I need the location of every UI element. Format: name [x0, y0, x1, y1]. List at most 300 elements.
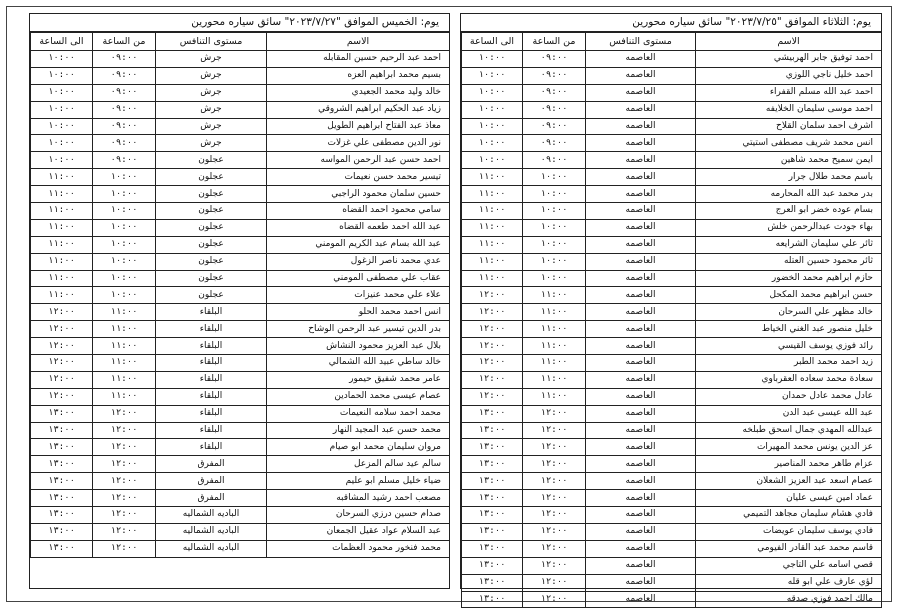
cell-level: جرش: [156, 67, 267, 84]
table-row: [462, 186, 882, 203]
table-row: [31, 507, 450, 524]
cell-from-time: ١٠:٠٠: [523, 186, 586, 203]
cell-name: عبد السلام عواد عقيل الجمعان: [267, 523, 450, 540]
table-row: [31, 219, 450, 236]
cell-to-time: ١١:٠٠: [31, 287, 93, 304]
cell-level: العاصمه: [586, 135, 696, 152]
cell-from-time: ١٠:٠٠: [93, 287, 156, 304]
cell-level: البلقاء: [156, 338, 267, 355]
cell-from-time: ١٢:٠٠: [523, 557, 586, 574]
cell-name: ايمن سميح محمد شاهين: [696, 152, 882, 169]
cell-from-time: ١٠:٠٠: [523, 236, 586, 253]
cell-level: المفرق: [156, 490, 267, 507]
cell-to-time: ١٣:٠٠: [462, 473, 523, 490]
cell-level: البلقاء: [156, 304, 267, 321]
cell-to-time: ١١:٠٠: [31, 169, 93, 186]
page-frame: [6, 6, 892, 602]
cell-to-time: ١١:٠٠: [462, 236, 523, 253]
cell-name: عصام عيسى محمد الحمادين: [267, 388, 450, 405]
cell-to-time: ١١:٠٠: [462, 169, 523, 186]
table-row: [31, 287, 450, 304]
cell-from-time: ١٢:٠٠: [523, 422, 586, 439]
table-row: [31, 51, 450, 68]
cell-to-time: ١٣:٠٠: [462, 405, 523, 422]
cell-name: عادل محمد عادل حمدان: [696, 388, 882, 405]
schedule-panel-thursday: [29, 13, 450, 589]
cell-from-time: ٠٩:٠٠: [523, 152, 586, 169]
table-row: [31, 135, 450, 152]
cell-name: احمد حسن عبد الرحمن المواسه: [267, 152, 450, 169]
table-row: [462, 321, 882, 338]
cell-from-time: ١٢:٠٠: [93, 473, 156, 490]
table-row: [462, 456, 882, 473]
cell-level: العاصمه: [586, 203, 696, 220]
cell-level: الباديه الشماليه: [156, 540, 267, 557]
cell-name: محمد احمد سلامه النعيمات: [267, 405, 450, 422]
cell-level: العاصمه: [586, 186, 696, 203]
table-row: [462, 203, 882, 220]
header-to: الى الساعة: [31, 33, 93, 51]
cell-from-time: ٠٩:٠٠: [93, 67, 156, 84]
cell-to-time: ١١:٠٠: [462, 186, 523, 203]
cell-name: محمد حسن عبد المجيد النهار: [267, 422, 450, 439]
cell-level: العاصمه: [586, 355, 696, 372]
cell-level: البلقاء: [156, 371, 267, 388]
cell-to-time: ١٣:٠٠: [31, 405, 93, 422]
table-row: [31, 101, 450, 118]
cell-name: قاسم محمد عبد القادر الفيومي: [696, 540, 882, 557]
cell-from-time: ١٢:٠٠: [523, 507, 586, 524]
cell-to-time: ١٣:٠٠: [31, 473, 93, 490]
cell-from-time: ٠٩:٠٠: [93, 51, 156, 68]
cell-name: عبدالله المهدي جمال اسحق طبلخه: [696, 422, 882, 439]
cell-from-time: ١٢:٠٠: [93, 422, 156, 439]
table-row: [31, 152, 450, 169]
cell-name: رائد فوزي يوسف القيسي: [696, 338, 882, 355]
cell-to-time: ١٠:٠٠: [31, 152, 93, 169]
cell-from-time: ١٠:٠٠: [93, 203, 156, 220]
cell-level: عجلون: [156, 186, 267, 203]
cell-name: بدر الدين تيسير عبد الرحمن الوشاح: [267, 321, 450, 338]
cell-to-time: ١٢:٠٠: [31, 371, 93, 388]
table-row: [31, 270, 450, 287]
cell-name: نور الدين مصطفى علي غزلات: [267, 135, 450, 152]
cell-name: احمد عبد الرحيم حسين المقابله: [267, 51, 450, 68]
cell-name: بسام عوده خضر ابو العرج: [696, 203, 882, 220]
cell-from-time: ١٢:٠٠: [523, 523, 586, 540]
table-row: [31, 473, 450, 490]
table-row: [462, 557, 882, 574]
cell-name: عامر محمد شفيق حيمور: [267, 371, 450, 388]
cell-to-time: ١١:٠٠: [462, 253, 523, 270]
table-row: [31, 169, 450, 186]
table-header-row: [462, 33, 882, 51]
cell-from-time: ١١:٠٠: [523, 287, 586, 304]
cell-level: العاصمه: [586, 439, 696, 456]
cell-from-time: ١٠:٠٠: [93, 270, 156, 287]
cell-level: جرش: [156, 84, 267, 101]
cell-from-time: ١٢:٠٠: [93, 490, 156, 507]
cell-from-time: ١١:٠٠: [523, 388, 586, 405]
cell-from-time: ١١:٠٠: [93, 371, 156, 388]
cell-from-time: ١٢:٠٠: [93, 456, 156, 473]
table-row: [31, 236, 450, 253]
cell-level: العاصمه: [586, 591, 696, 608]
cell-to-time: ١٢:٠٠: [462, 371, 523, 388]
cell-from-time: ١٠:٠٠: [523, 253, 586, 270]
cell-name: انس احمد محمد الحلو: [267, 304, 450, 321]
table-row: [31, 405, 450, 422]
cell-from-time: ١٢:٠٠: [93, 507, 156, 524]
cell-from-time: ١٢:٠٠: [93, 439, 156, 456]
table-row: [462, 371, 882, 388]
cell-name: عبد الله احمد طعمه القضاه: [267, 219, 450, 236]
table-row: [462, 219, 882, 236]
table-row: [31, 456, 450, 473]
cell-from-time: ١٠:٠٠: [523, 203, 586, 220]
cell-from-time: ١١:٠٠: [523, 338, 586, 355]
cell-name: سامي محمود احمد القضاه: [267, 203, 450, 220]
cell-level: العاصمه: [586, 456, 696, 473]
cell-to-time: ١٢:٠٠: [462, 388, 523, 405]
cell-to-time: ١٠:٠٠: [31, 51, 93, 68]
cell-name: ثائر علي سليمان الشرايعه: [696, 236, 882, 253]
header-from: من الساعة: [523, 33, 586, 51]
cell-level: جرش: [156, 51, 267, 68]
cell-level: العاصمه: [586, 523, 696, 540]
cell-to-time: ١٣:٠٠: [31, 422, 93, 439]
cell-from-time: ١٢:٠٠: [523, 405, 586, 422]
cell-level: العاصمه: [586, 321, 696, 338]
cell-to-time: ١٠:٠٠: [31, 84, 93, 101]
cell-level: العاصمه: [586, 574, 696, 591]
cell-from-time: ١٢:٠٠: [523, 591, 586, 608]
cell-to-time: ١١:٠٠: [31, 270, 93, 287]
cell-level: الباديه الشماليه: [156, 523, 267, 540]
cell-name: مالك احمد فوزي صدقه: [696, 591, 882, 608]
cell-name: احمد خليل ناجي اللوزي: [696, 67, 882, 84]
cell-to-time: ١٢:٠٠: [462, 338, 523, 355]
table-row: [462, 101, 882, 118]
cell-to-time: ١١:٠٠: [31, 236, 93, 253]
cell-from-time: ١١:٠٠: [523, 371, 586, 388]
table-row: [31, 304, 450, 321]
cell-name: ضياء خليل مسلم ابو عليم: [267, 473, 450, 490]
cell-from-time: ١٠:٠٠: [93, 253, 156, 270]
table-row: [31, 422, 450, 439]
table-row: [462, 84, 882, 101]
cell-level: العاصمه: [586, 422, 696, 439]
cell-level: العاصمه: [586, 405, 696, 422]
cell-level: العاصمه: [586, 507, 696, 524]
cell-from-time: ٠٩:٠٠: [93, 101, 156, 118]
table-row: [462, 388, 882, 405]
cell-to-time: ١٢:٠٠: [462, 355, 523, 372]
cell-name: بهاء جودت عبدالرحمن خلش: [696, 219, 882, 236]
cell-to-time: ١٠:٠٠: [462, 118, 523, 135]
cell-name: خالد وليد محمد الجعيدي: [267, 84, 450, 101]
cell-from-time: ١٢:٠٠: [93, 405, 156, 422]
cell-name: باسم محمد طلال جرار: [696, 169, 882, 186]
cell-name: احمد توفيق جابر الهربيشي: [696, 51, 882, 68]
cell-from-time: ١٠:٠٠: [523, 169, 586, 186]
cell-to-time: ١١:٠٠: [462, 219, 523, 236]
cell-name: بلال عبد العزيز محمود النشاش: [267, 338, 450, 355]
cell-to-time: ١٠:٠٠: [31, 101, 93, 118]
table-row: [462, 169, 882, 186]
table-row: [31, 253, 450, 270]
cell-from-time: ١٢:٠٠: [93, 523, 156, 540]
table-row: [462, 523, 882, 540]
cell-level: عجلون: [156, 219, 267, 236]
cell-name: سالم عيد سالم المزعل: [267, 456, 450, 473]
cell-from-time: ١١:٠٠: [93, 338, 156, 355]
cell-name: لؤي عارف علي ابو قله: [696, 574, 882, 591]
cell-to-time: ١٣:٠٠: [462, 490, 523, 507]
cell-from-time: ٠٩:٠٠: [523, 118, 586, 135]
cell-from-time: ١٠:٠٠: [93, 236, 156, 253]
header-name: الاسم: [267, 33, 450, 51]
cell-level: البلقاء: [156, 355, 267, 372]
cell-level: العاصمه: [586, 236, 696, 253]
table-row: [462, 473, 882, 490]
cell-from-time: ١١:٠٠: [93, 321, 156, 338]
cell-level: العاصمه: [586, 152, 696, 169]
cell-name: عدي محمد ناصر الزغول: [267, 253, 450, 270]
panel-title: يوم: الخميس الموافق "٢٠٢٣/٧/٢٧" سائق سياره محورين: [30, 14, 449, 32]
table-row: [462, 67, 882, 84]
cell-level: عجلون: [156, 270, 267, 287]
cell-to-time: ١٠:٠٠: [462, 84, 523, 101]
cell-to-time: ١٣:٠٠: [31, 507, 93, 524]
cell-level: جرش: [156, 118, 267, 135]
table-row: [462, 338, 882, 355]
schedule-panel-tuesday: [460, 13, 882, 604]
cell-name: بدر محمد عبد الله المحارمه: [696, 186, 882, 203]
table-body: [31, 51, 450, 558]
cell-level: العاصمه: [586, 304, 696, 321]
cell-name: محمد فنخور محمود العظمات: [267, 540, 450, 557]
cell-to-time: ١٠:٠٠: [31, 135, 93, 152]
cell-from-time: ١٢:٠٠: [523, 540, 586, 557]
cell-to-time: ١٣:٠٠: [462, 591, 523, 608]
cell-name: خالد مظهر علي السرحان: [696, 304, 882, 321]
header-name: الاسم: [696, 33, 882, 51]
cell-from-time: ٠٩:٠٠: [523, 101, 586, 118]
cell-name: معاذ عبد الفتاح ابراهيم الطويل: [267, 118, 450, 135]
table-row: [462, 236, 882, 253]
cell-name: عبد الله بسام عبد الكريم المومني: [267, 236, 450, 253]
cell-level: عجلون: [156, 253, 267, 270]
cell-level: البلقاء: [156, 405, 267, 422]
cell-level: العاصمه: [586, 371, 696, 388]
cell-level: عجلون: [156, 203, 267, 220]
table-row: [462, 591, 882, 608]
cell-to-time: ١٢:٠٠: [31, 304, 93, 321]
table-row: [31, 540, 450, 557]
cell-to-time: ١٢:٠٠: [462, 304, 523, 321]
table-header-row: [31, 33, 450, 51]
cell-to-time: ١٣:٠٠: [31, 456, 93, 473]
cell-from-time: ١٠:٠٠: [93, 219, 156, 236]
cell-level: جرش: [156, 135, 267, 152]
cell-to-time: ١٢:٠٠: [31, 388, 93, 405]
cell-name: حازم ابراهيم محمد الخضور: [696, 270, 882, 287]
cell-name: تيسير محمد حسن نعيمات: [267, 169, 450, 186]
table-row: [462, 507, 882, 524]
cell-to-time: ١٣:٠٠: [462, 507, 523, 524]
table-row: [462, 304, 882, 321]
cell-name: خليل منصور عبد الغني الخياط: [696, 321, 882, 338]
table-row: [462, 152, 882, 169]
table-row: [31, 388, 450, 405]
schedule-table: [461, 32, 882, 608]
cell-name: قصي اسامه علي التاجي: [696, 557, 882, 574]
cell-to-time: ١٠:٠٠: [462, 67, 523, 84]
table-row: [31, 84, 450, 101]
cell-level: العاصمه: [586, 338, 696, 355]
cell-from-time: ١٢:٠٠: [523, 473, 586, 490]
cell-level: المفرق: [156, 473, 267, 490]
cell-level: العاصمه: [586, 270, 696, 287]
cell-level: العاصمه: [586, 287, 696, 304]
cell-name: احمد موسى سليمان الخلايفه: [696, 101, 882, 118]
cell-to-time: ١٣:٠٠: [31, 540, 93, 557]
cell-name: صدام حسين درزي السرحان: [267, 507, 450, 524]
cell-name: ثائر محمود حسين العتله: [696, 253, 882, 270]
cell-from-time: ١٠:٠٠: [523, 219, 586, 236]
schedule-table: [30, 32, 450, 558]
cell-name: عقاب علي مصطفى المومني: [267, 270, 450, 287]
table-body: [462, 51, 882, 608]
cell-from-time: ٠٩:٠٠: [93, 84, 156, 101]
header-level: مستوى التنافس: [586, 33, 696, 51]
header-to: الى الساعة: [462, 33, 523, 51]
table-row: [462, 439, 882, 456]
cell-name: مصعب احمد رشيد المشاقبه: [267, 490, 450, 507]
cell-name: حسين سلمان محمود الراجبي: [267, 186, 450, 203]
cell-to-time: ١٣:٠٠: [31, 490, 93, 507]
table-row: [31, 439, 450, 456]
table-row: [462, 540, 882, 557]
cell-from-time: ١١:٠٠: [93, 304, 156, 321]
cell-from-time: ١١:٠٠: [93, 355, 156, 372]
cell-to-time: ١٢:٠٠: [462, 321, 523, 338]
cell-to-time: ١١:٠٠: [31, 186, 93, 203]
table-row: [462, 574, 882, 591]
table-row: [462, 422, 882, 439]
cell-from-time: ٠٩:٠٠: [523, 67, 586, 84]
cell-from-time: ٠٩:٠٠: [523, 135, 586, 152]
cell-from-time: ١٢:٠٠: [523, 456, 586, 473]
cell-level: المفرق: [156, 456, 267, 473]
cell-level: العاصمه: [586, 219, 696, 236]
cell-to-time: ١٣:٠٠: [462, 523, 523, 540]
cell-from-time: ٠٩:٠٠: [523, 51, 586, 68]
table-row: [31, 203, 450, 220]
table-row: [462, 253, 882, 270]
cell-from-time: ١١:٠٠: [523, 355, 586, 372]
cell-level: العاصمه: [586, 490, 696, 507]
cell-name: فادي هشام سليمان مجاهد التميمي: [696, 507, 882, 524]
cell-level: العاصمه: [586, 253, 696, 270]
cell-to-time: ١٠:٠٠: [462, 135, 523, 152]
cell-from-time: ١٠:٠٠: [93, 186, 156, 203]
cell-level: العاصمه: [586, 388, 696, 405]
table-row: [31, 67, 450, 84]
table-row: [31, 490, 450, 507]
cell-to-time: ١٣:٠٠: [31, 439, 93, 456]
cell-to-time: ١٢:٠٠: [31, 355, 93, 372]
cell-level: جرش: [156, 101, 267, 118]
table-row: [462, 287, 882, 304]
cell-level: العاصمه: [586, 84, 696, 101]
table-row: [31, 186, 450, 203]
cell-name: عصام اسعد عبد العزيز الشعلان: [696, 473, 882, 490]
cell-name: عماد امين عيسى عليان: [696, 490, 882, 507]
cell-to-time: ١٠:٠٠: [462, 101, 523, 118]
cell-name: عزام طاهر محمد المناصير: [696, 456, 882, 473]
cell-level: العاصمه: [586, 101, 696, 118]
cell-to-time: ١١:٠٠: [462, 203, 523, 220]
cell-name: عبد الله عيسى عبد الدن: [696, 405, 882, 422]
table-row: [31, 523, 450, 540]
table-row: [462, 270, 882, 287]
table-row: [462, 490, 882, 507]
cell-from-time: ١٢:٠٠: [93, 540, 156, 557]
cell-to-time: ١٣:٠٠: [462, 456, 523, 473]
cell-name: زياد عبد الحكيم ابراهيم الشروقي: [267, 101, 450, 118]
cell-to-time: ١١:٠٠: [31, 253, 93, 270]
cell-name: انس محمد شريف مصطفى استيتي: [696, 135, 882, 152]
cell-from-time: ٠٩:٠٠: [93, 135, 156, 152]
cell-from-time: ٠٩:٠٠: [93, 118, 156, 135]
table-row: [462, 118, 882, 135]
cell-level: الباديه الشماليه: [156, 507, 267, 524]
table-row: [31, 371, 450, 388]
cell-level: البلقاء: [156, 439, 267, 456]
cell-to-time: ١٣:٠٠: [462, 557, 523, 574]
cell-from-time: ١٢:٠٠: [523, 574, 586, 591]
cell-level: العاصمه: [586, 557, 696, 574]
cell-level: العاصمه: [586, 540, 696, 557]
cell-from-time: ١١:٠٠: [523, 304, 586, 321]
table-row: [462, 355, 882, 372]
cell-level: عجلون: [156, 236, 267, 253]
cell-to-time: ١٠:٠٠: [31, 118, 93, 135]
table-row: [31, 321, 450, 338]
table-row: [462, 51, 882, 68]
cell-to-time: ١٢:٠٠: [31, 338, 93, 355]
cell-name: عز الدين يونس محمد المهيرات: [696, 439, 882, 456]
table-row: [462, 135, 882, 152]
cell-to-time: ١٣:٠٠: [462, 439, 523, 456]
cell-name: فادي يوسف سليمان عويضات: [696, 523, 882, 540]
cell-from-time: ١٠:٠٠: [523, 270, 586, 287]
cell-level: البلقاء: [156, 422, 267, 439]
header-from: من الساعة: [93, 33, 156, 51]
cell-to-time: ١١:٠٠: [31, 203, 93, 220]
table-row: [462, 405, 882, 422]
cell-name: زيد احمد محمد الطبر: [696, 355, 882, 372]
cell-level: البلقاء: [156, 321, 267, 338]
cell-level: العاصمه: [586, 169, 696, 186]
cell-level: العاصمه: [586, 67, 696, 84]
cell-to-time: ١٢:٠٠: [462, 287, 523, 304]
cell-level: البلقاء: [156, 388, 267, 405]
cell-name: اشرف احمد سلمان القلاح: [696, 118, 882, 135]
table-row: [31, 118, 450, 135]
